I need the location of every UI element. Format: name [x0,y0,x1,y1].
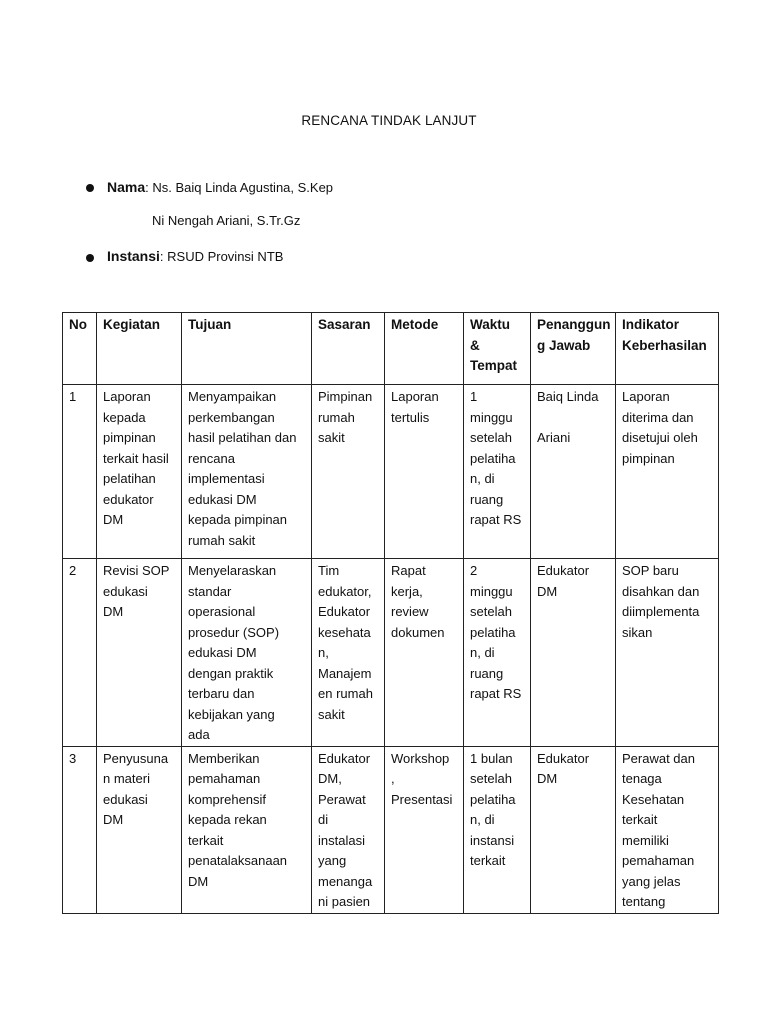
cell-tujuan: Menyelaraskan standar operasional prosedur (SOP) edukasi DM dengan praktik terbaru dan kebijakan yang ada [182,559,312,747]
nama-value: : Ns. Baiq Linda Agustina, S.Kep [145,180,334,195]
nama-line [107,179,333,195]
cell-waktu: 1 minggu setelah pelatiha n, di ruang rapat RS [464,385,531,559]
cell-no: 1 [63,385,97,559]
cell-metode: Rapat kerja, review dokumen [385,559,464,747]
header-sasaran: Sasaran [312,313,385,385]
table-row [63,559,719,747]
cell-penanggung-jawab: Edukator DM [531,746,616,913]
cell-metode: Laporan tertulis [385,385,464,559]
instansi-label: Instansi [107,248,160,264]
cell-kegiatan: Penyusuna n materi edukasi DM [97,746,182,913]
nama-label: Nama [107,179,146,195]
cell-metode: Workshop , Presentasi [385,746,464,913]
cell-tujuan: Memberikan pemahaman komprehensif kepada rekan terkait penatalaksanaan DM [182,746,312,913]
cell-sasaran: Tim edukator, Edukator kesehata n, Manajem en rumah sakit [312,559,385,747]
cell-waktu: 1 bulan setelah pelatiha n, di instansi terkait [464,746,531,913]
header-no: No [63,313,97,385]
header-tujuan: Tujuan [182,313,312,385]
cell-tujuan: Menyampaikan perkembangan hasil pelatihan dan rencana implementasi edukasi DM kepada pimpinan rumah sakit [182,385,312,559]
cell-sasaran: Edukator DM, Perawat di instalasi yang menanga ni pasien [312,746,385,913]
cell-no: 2 [63,559,97,747]
cell-kegiatan: Revisi SOP edukasi DM [97,559,182,747]
cell-indikator: Laporan diterima dan disetujui oleh pimpinan [616,385,719,559]
bullet-icon [86,254,94,262]
instansi-line [107,248,283,264]
cell-indikator: Perawat dan tenaga Kesehatan terkait memiliki pemahaman yang jelas tentang [616,746,719,913]
cell-waktu: 2 minggu setelah pelatiha n, di ruang rapat RS [464,559,531,747]
header-penanggung-jawab: Penanggun g Jawab [531,313,616,385]
header-metode: Metode [385,313,464,385]
table-row [63,746,719,913]
cell-no: 3 [63,746,97,913]
nama-value-second: Ni Nengah Ariani, S.Tr.Gz [152,213,301,228]
cell-penanggung-jawab: Edukator DM [531,559,616,747]
header-waktu: Waktu & Tempat [464,313,531,385]
table-row [63,385,719,559]
document-title: RENCANA TINDAK LANJUT [301,113,477,128]
cell-sasaran: Pimpinan rumah sakit [312,385,385,559]
instansi-value: : RSUD Provinsi NTB [159,249,284,264]
rencana-table [62,312,719,914]
cell-kegiatan: Laporan kepada pimpinan terkait hasil pelatihan edukator DM [97,385,182,559]
cell-indikator: SOP baru disahkan dan diimplementa sikan [616,559,719,747]
header-kegiatan: Kegiatan [97,313,182,385]
bullet-icon [86,184,94,192]
header-indikator: Indikator Keberhasilan [616,313,719,385]
cell-penanggung-jawab: Baiq Linda Ariani [531,385,616,559]
table-header-row [63,313,719,385]
